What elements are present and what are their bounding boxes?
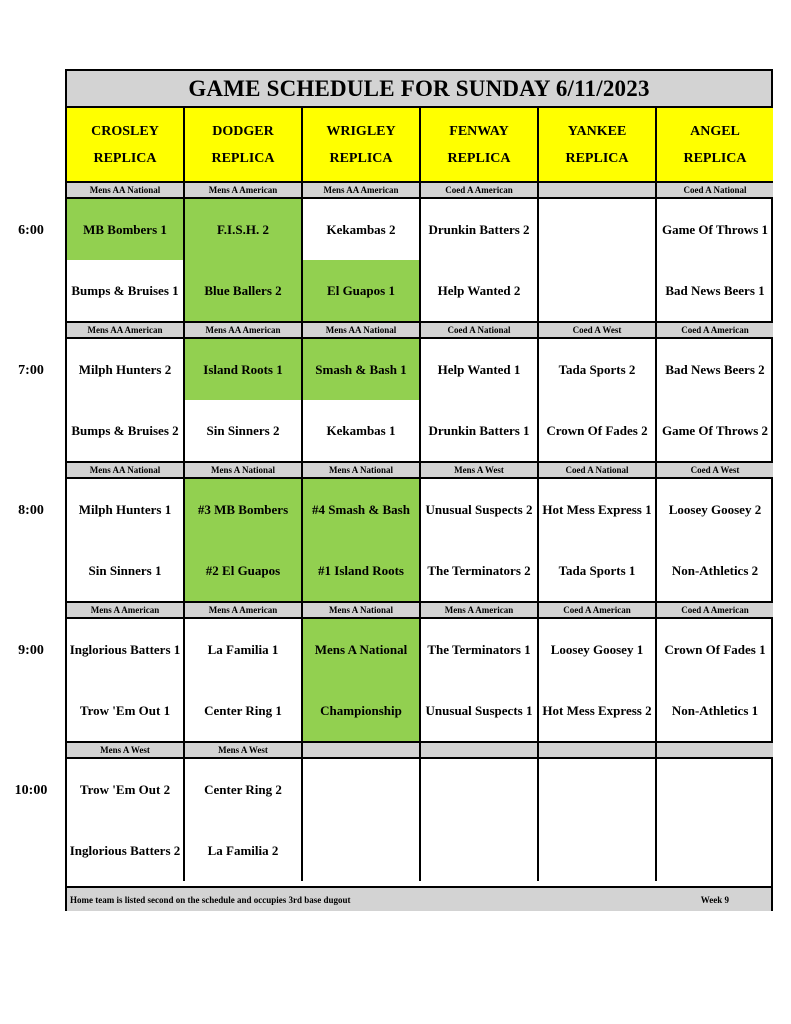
game-block (185, 199, 301, 323)
home-team-cell: Crown Of Fades 2 (546, 423, 648, 438)
home-team-cell: Center Ring 1 (204, 703, 282, 718)
game-block (657, 759, 773, 881)
away-team-cell: #3 MB Bombers (185, 479, 301, 540)
away-team-cell: #4 Smash & Bash (303, 479, 419, 540)
home-team-cell: Help Wanted 2 (437, 283, 521, 298)
game-block (539, 759, 655, 881)
field-name: WRIGLEY (326, 123, 396, 139)
division-label: Mens A West (421, 463, 537, 479)
home-team-cell: Tada Sports 1 (558, 563, 636, 578)
field-header (67, 108, 183, 183)
division-label: Coed A National (421, 323, 537, 339)
division-label: Mens A National (303, 603, 419, 619)
away-team-cell: Game Of Throws 1 (661, 222, 769, 237)
division-label (657, 743, 773, 759)
division-label (421, 743, 537, 759)
away-team-cell: Milph Hunters 1 (78, 502, 172, 517)
away-team-cell: Unusual Suspects 2 (425, 502, 533, 517)
game-block (421, 619, 537, 743)
game-block (185, 479, 301, 603)
field-column (67, 108, 185, 881)
home-team-cell: Bad News Beers 1 (665, 283, 765, 298)
field-header (421, 108, 537, 183)
game-block (67, 199, 183, 323)
division-label: Mens A West (185, 743, 301, 759)
field-column (539, 108, 657, 881)
page-title: GAME SCHEDULE FOR SUNDAY 6/11/2023 (67, 71, 771, 108)
time-label: 9:00 (18, 643, 44, 658)
field-column (421, 108, 539, 881)
away-team-cell (539, 759, 655, 820)
away-team-cell: Center Ring 2 (204, 782, 282, 797)
field-header (303, 108, 419, 183)
division-label: Coed A West (657, 463, 773, 479)
field-header (185, 108, 301, 183)
game-block (539, 619, 655, 743)
field-column (657, 108, 773, 881)
game-block (657, 619, 773, 743)
game-block (421, 479, 537, 603)
field-name: CROSLEY (91, 123, 159, 139)
home-team-cell: Sin Sinners 2 (206, 423, 280, 438)
field-column (303, 108, 421, 881)
away-team-cell: Trow 'Em Out 2 (79, 782, 171, 797)
home-team-cell: Sin Sinners 1 (88, 563, 162, 578)
away-team-cell: Help Wanted 1 (437, 362, 521, 377)
division-label: Mens A National (303, 463, 419, 479)
game-block (539, 479, 655, 603)
game-block (303, 199, 419, 323)
game-block (303, 619, 419, 743)
home-team-cell: Hot Mess Express 2 (542, 703, 652, 718)
time-label: 6:00 (18, 223, 44, 238)
division-label (539, 743, 655, 759)
home-team-cell: Trow 'Em Out 1 (79, 703, 171, 718)
division-label: Mens AA National (67, 463, 183, 479)
home-team-cell: Non-Athletics 2 (671, 563, 759, 578)
division-label: Mens AA National (303, 323, 419, 339)
home-team-cell: #1 Island Roots (303, 540, 419, 601)
division-label (539, 183, 655, 199)
time-label: 7:00 (18, 363, 44, 378)
home-team-cell: Inglorious Batters 2 (69, 843, 181, 858)
division-label: Mens A National (185, 463, 301, 479)
division-label: Coed A American (421, 183, 537, 199)
home-team-cell (657, 820, 773, 881)
away-team-cell (539, 199, 655, 260)
division-label (303, 743, 419, 759)
away-team-cell: F.I.S.H. 2 (185, 199, 301, 260)
field-header (539, 108, 655, 183)
home-team-cell: El Guapos 1 (303, 260, 419, 321)
game-block (67, 479, 183, 603)
time-label: 10:00 (14, 783, 48, 798)
game-block (421, 759, 537, 881)
away-team-cell: Tada Sports 2 (558, 362, 636, 377)
game-block (67, 619, 183, 743)
division-label: Coed A National (539, 463, 655, 479)
home-team-cell: Championship (303, 680, 419, 741)
home-team-cell: Game Of Throws 2 (661, 423, 769, 438)
home-team-cell: Kekambas 1 (326, 423, 396, 438)
game-block (657, 339, 773, 463)
game-block (657, 199, 773, 323)
away-team-cell (421, 759, 537, 820)
field-subtitle: REPLICA (565, 150, 629, 166)
game-block (185, 759, 301, 881)
field-name: YANKEE (567, 123, 627, 139)
game-block (185, 339, 301, 463)
game-block (303, 339, 419, 463)
game-block (303, 479, 419, 603)
home-team-cell: The Terminators 2 (427, 563, 531, 578)
division-label: Mens AA American (303, 183, 419, 199)
field-name: ANGEL (690, 123, 740, 139)
division-label: Mens A American (67, 603, 183, 619)
away-team-cell: Kekambas 2 (326, 222, 396, 237)
division-label: Mens AA American (185, 323, 301, 339)
game-block (67, 759, 183, 881)
home-team-cell: Unusual Suspects 1 (425, 703, 533, 718)
footer-bar (67, 886, 771, 911)
division-label: Mens AA American (67, 323, 183, 339)
division-label: Coed A American (657, 323, 773, 339)
division-label: Coed A American (539, 603, 655, 619)
game-block (303, 759, 419, 881)
field-column (185, 108, 303, 881)
schedule-sheet (65, 69, 773, 911)
away-team-cell: Bad News Beers 2 (665, 362, 765, 377)
week-label: Week 9 (700, 895, 729, 905)
division-label: Coed A National (657, 183, 773, 199)
division-label: Mens A American (185, 603, 301, 619)
game-block (185, 619, 301, 743)
away-team-cell: Drunkin Batters 2 (428, 222, 530, 237)
away-team-cell (303, 759, 419, 820)
game-block (421, 199, 537, 323)
home-team-cell (303, 820, 419, 881)
away-team-cell: Smash & Bash 1 (303, 339, 419, 400)
field-name: DODGER (212, 123, 274, 139)
away-team-cell: Loosey Goosey 2 (668, 502, 762, 517)
away-team-cell: Hot Mess Express 1 (542, 502, 652, 517)
field-name: FENWAY (449, 123, 509, 139)
home-team-cell (421, 820, 537, 881)
home-team-cell (539, 260, 655, 321)
time-label: 8:00 (18, 503, 44, 518)
footer-note: Home team is listed second on the schedule and occupies 3rd base dugout (70, 895, 351, 905)
home-team-cell: Bumps & Bruises 2 (71, 423, 179, 438)
division-label: Mens A American (185, 183, 301, 199)
home-team-cell: Drunkin Batters 1 (428, 423, 530, 438)
field-subtitle: REPLICA (93, 150, 157, 166)
away-team-cell: La Familia 1 (207, 642, 279, 657)
away-team-cell: Island Roots 1 (185, 339, 301, 400)
home-team-cell: La Familia 2 (207, 843, 279, 858)
division-label: Mens A American (421, 603, 537, 619)
game-block (657, 479, 773, 603)
away-team-cell: Crown Of Fades 1 (664, 642, 766, 657)
away-team-cell (657, 759, 773, 820)
division-label: Mens AA National (67, 183, 183, 199)
away-team-cell: Loosey Goosey 1 (550, 642, 644, 657)
game-block (421, 339, 537, 463)
field-subtitle: REPLICA (329, 150, 393, 166)
away-team-cell: Inglorious Batters 1 (69, 642, 181, 657)
division-label: Coed A West (539, 323, 655, 339)
away-team-cell: MB Bombers 1 (67, 199, 183, 260)
game-block (67, 339, 183, 463)
away-team-cell: Mens A National (303, 619, 419, 680)
home-team-cell (539, 820, 655, 881)
game-block (539, 199, 655, 323)
away-team-cell: The Terminators 1 (427, 642, 531, 657)
home-team-cell: Blue Ballers 2 (185, 260, 301, 321)
division-label: Mens A West (67, 743, 183, 759)
home-team-cell: Non-Athletics 1 (671, 703, 759, 718)
away-team-cell: Milph Hunters 2 (78, 362, 172, 377)
home-team-cell: #2 El Guapos (185, 540, 301, 601)
field-subtitle: REPLICA (683, 150, 747, 166)
field-subtitle: REPLICA (447, 150, 511, 166)
field-subtitle: REPLICA (211, 150, 275, 166)
home-team-cell: Bumps & Bruises 1 (71, 283, 179, 298)
game-block (539, 339, 655, 463)
field-header (657, 108, 773, 183)
division-label: Coed A American (657, 603, 773, 619)
